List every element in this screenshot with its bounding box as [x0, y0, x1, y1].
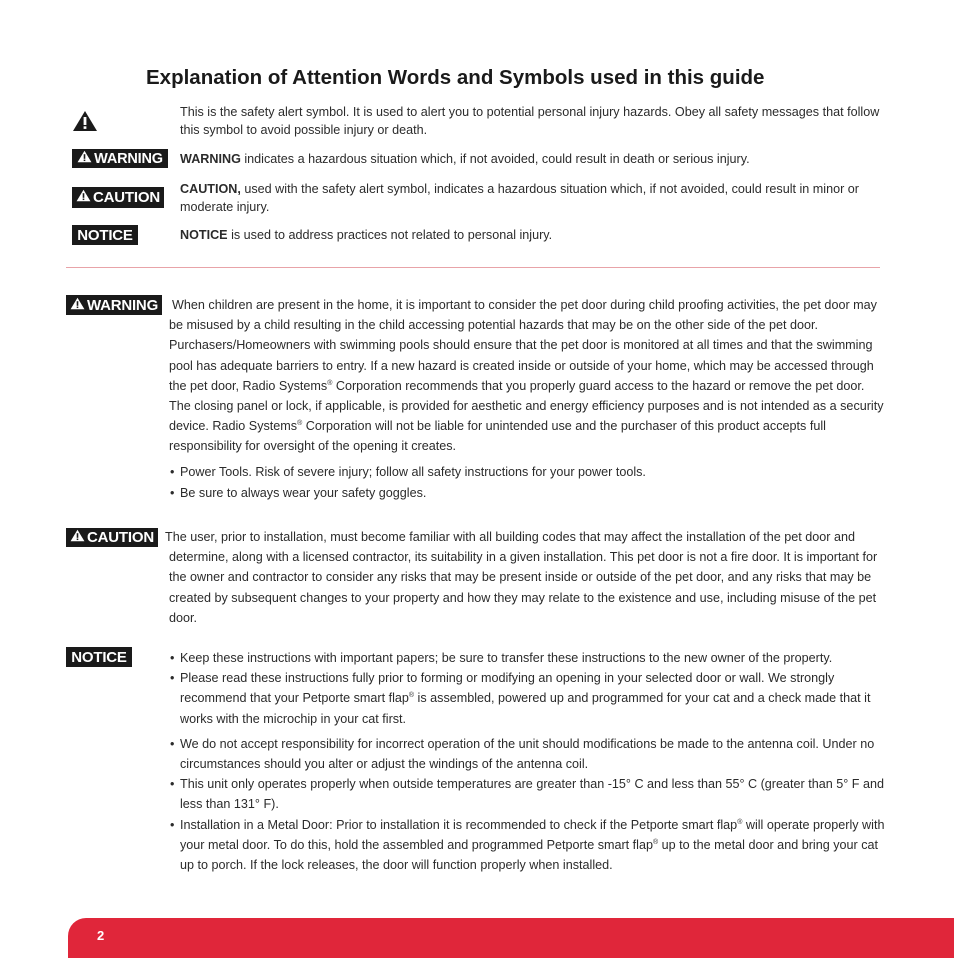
warning-section-badge-label: WARNING	[86, 296, 159, 314]
registered-mark: ®	[653, 838, 659, 846]
notice-bullet-text: will operate properly with your metal door. To do this, hold the assembled and programmed Petporte smart flap	[180, 817, 885, 852]
caution-badge	[72, 187, 164, 208]
list-item: • Power Tools. Risk of severe injury; follow all safety instructions for your power tools.	[170, 462, 870, 482]
registered-mark: ®	[297, 420, 303, 428]
warning-term: WARNING	[180, 152, 241, 166]
notice-bullet-text: We do not accept responsibility for incorrect operation of the unit should modifications be made to the antenna coil. Under no circumstances should you alter or adjust the windings of the antenna coil.	[180, 736, 875, 772]
notice-definition	[180, 226, 880, 244]
list-item	[170, 815, 886, 876]
warning-section-badge	[66, 295, 162, 315]
notice-bullet-list	[170, 648, 886, 875]
caution-section-text	[165, 527, 881, 628]
caution-term: CAUTION,	[180, 182, 241, 196]
warning-alert-icon	[77, 150, 92, 167]
page-title: Explanation of Attention Words and Symbols used in this guide	[146, 66, 765, 89]
caution-section-badge	[66, 528, 158, 547]
list-item	[170, 774, 886, 814]
notice-bullet-text: is assembled, powered up and programmed for your cat and a check made that it works with the microchip in your cat first.	[180, 691, 871, 726]
registered-mark: ®	[408, 692, 415, 700]
notice-badge-label: NOTICE	[77, 226, 133, 244]
warning-section-alert-icon	[70, 297, 85, 314]
warning-definition-text: indicates a hazardous situation which, if not avoided, could result in death or serious injury.	[240, 152, 750, 166]
notice-bullet-text: up to the metal door and bring your cat up to porch. If the lock releases, the door will function properly when installed.	[180, 837, 878, 873]
list-item	[170, 648, 886, 668]
notice-term: NOTICE	[180, 228, 228, 242]
notice-bullet-text: Installation in a Metal Door: Prior to installation it is recommended to check if the Petporte smart flap	[180, 817, 738, 832]
list-item	[170, 734, 886, 774]
notice-section-badge	[66, 647, 132, 667]
footer-bar	[68, 918, 954, 958]
caution-section-badge-label: CAUTION	[87, 529, 154, 546]
list-item: • Be sure to always wear your safety goggles.	[170, 483, 870, 503]
registered-mark: ®	[327, 379, 333, 387]
warning-text-part2: Corporation recommends that you properly guard access to the hazard or remove the pet door. The closing panel or lock, if applicable, is provided for aesthetic and energy efficiency purposes and is not intended as a security device. Radio Systems	[169, 378, 884, 434]
caution-definition-text: used with the safety alert symbol, indicates a hazardous situation which, if not avoided, could result in minor or moderate injury.	[180, 182, 859, 214]
warning-badge-label: WARNING	[94, 150, 163, 167]
caution-text: The user, prior to installation, must become familiar with all building codes that may affect the installation of the pet door and determine, along with a licensed contractor, its suitability in a given installation. This pet door is not a fire door. It is important for the owner and contractor to consider any risks that may be present inside or outside of the pet door, and any risks that may be created by subsequent changes to your property and how they may relate to the existence and use, including misuse of the pet door.	[165, 530, 878, 625]
warning-bullet-list	[170, 462, 870, 503]
alert-symbol-description: This is the safety alert symbol. It is used to alert you to potential personal injury hazards. Obey all safety messages that follow this symbol to avoid possible injury or death.	[180, 105, 880, 137]
caution-badge-label: CAUTION	[93, 189, 160, 206]
notice-bullet-text: This unit only operates properly when outside temperatures are greater than -15° C and less than 55° C (greater than 5° F and less than 131° F).	[180, 777, 884, 812]
warning-text-part3: Corporation will not be liable for unintended use and the purchaser of this product accepts full responsibility for oversight of the opening it creates.	[169, 419, 826, 454]
caution-section-alert-icon	[70, 529, 85, 546]
notice-bullet-text: Keep these instructions with important papers; be sure to transfer these instructions to the new owner of the property.	[180, 651, 833, 665]
warning-section-text	[169, 295, 885, 457]
page-number: 2	[97, 928, 105, 943]
notice-definition-text: is used to address practices not related to personal injury.	[227, 228, 553, 242]
warning-definition	[180, 150, 880, 168]
section-divider	[66, 267, 880, 268]
notice-bullet-text: Please read these instructions fully prior to forming or modifying an opening in your selected door or wall. We strongly recommend that your Petporte smart flap	[180, 671, 835, 706]
caution-definition	[180, 180, 880, 216]
safety-alert-icon	[72, 110, 98, 137]
warning-text-part1: When children are present in the home, it is important to consider the pet door during child proofing activities, the pet door may be misused by a child resulting in the child accessing potential hazards that may be on the other side of the pet door. Purchasers/Homeowners with swimming pools should ensure that the pet door is monitored at all times and that the swimming pool has adequate barriers to entry. If a new hazard is created inside or outside of your home, which may be accessed through the pet door, Radio Systems	[169, 298, 877, 393]
notice-section-badge-label: NOTICE	[71, 648, 127, 666]
notice-badge	[72, 225, 138, 245]
registered-mark: ®	[737, 818, 743, 826]
warning-badge	[72, 149, 168, 168]
caution-alert-icon	[76, 189, 91, 206]
list-item	[170, 668, 886, 729]
